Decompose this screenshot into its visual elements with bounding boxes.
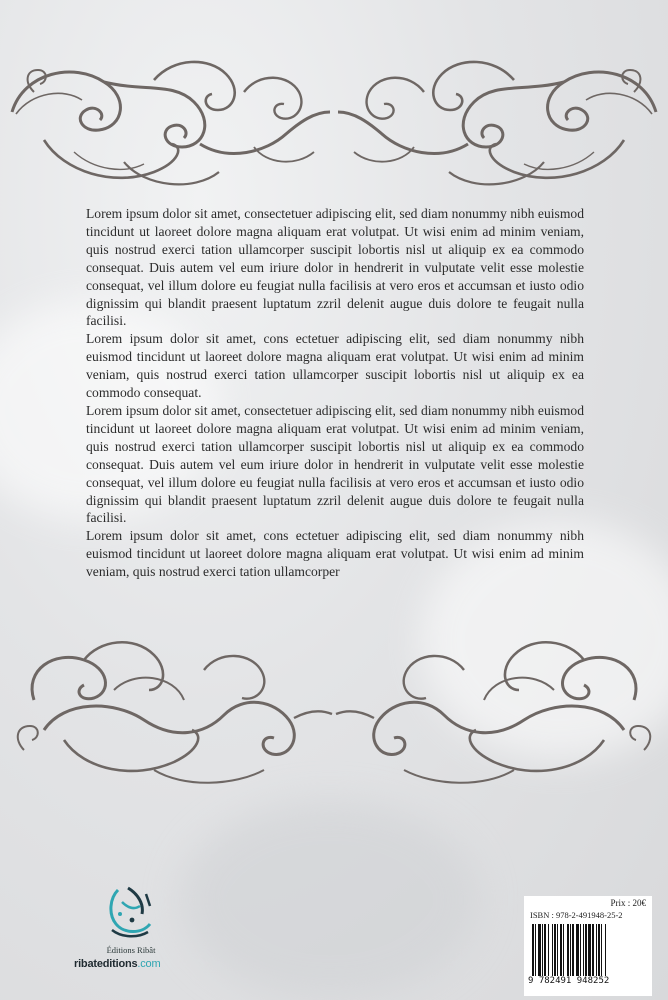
publisher-url <box>74 958 160 970</box>
publisher-name: Éditions Ribât <box>106 945 156 955</box>
top-ornament <box>0 52 668 202</box>
background-wash <box>180 800 480 1000</box>
price-label: Prix : 20€ <box>610 898 646 908</box>
isbn-label: ISBN : 978-2-491948-25-2 <box>530 910 623 920</box>
body-paragraph: Lorem ipsum dolor sit amet, cons ectetuer adipiscing elit, sed diam nonummy nibh euismod tincidunt ut laoreet dolore magna aliquam erat volutpat. Ut wisi enim ad minim veniam, quis nostrud exerci tation ullamcorper suscipit lobortis nisl ut aliquip ex ea commodo consequat. <box>86 331 584 401</box>
barcode-digits: 9 782491 948252 <box>528 976 610 986</box>
body-paragraph: Lorem ipsum dolor sit amet, consectetuer adipiscing elit, sed diam nonummy nibh euismod tincidunt ut laoreet dolore magna aliquam erat volutpat. Ut wisi enim ad minim veniam, quis nostrud exerci tation ullamcorper suscipit lobortis nisl ut aliquip ex ea commodo consequat. Duis autem vel eum iriure dolor in hendrerit in vulputate velit esse molestie consequat, vel illum dolore eu feugiat nulla facilisis at vero eros et accumsan et iusto odio dignissim qui blandit praesent luptatum zzril delenit augue duis dolore te feugait nulla facilisi. <box>86 402 584 526</box>
barcode-icon <box>530 924 646 976</box>
body-paragraph: Lorem ipsum dolor sit amet, cons ectetuer adipiscing elit, sed diam nonummy nibh euismod tincidunt ut laoreet dolore magna aliquam erat volutpat. Ut wisi enim ad minim veniam, quis nostrud exerci tation ullamcorper <box>86 528 584 580</box>
body-text <box>86 205 584 581</box>
body-paragraph: Lorem ipsum dolor sit amet, consectetuer adipiscing elit, sed diam nonummy nibh euismod tincidunt ut laoreet dolore magna aliquam erat volutpat. Ut wisi enim ad minim veniam, quis nostrud exerci tation ullamcorper suscipit lobortis nisl ut aliquip ex ea commodo consequat. Duis autem vel eum iriure dolor in hendrerit in vulputate velit esse molestie consequat, vel illum dolore eu feugiat nulla facilisis at vero eros et accumsan et iusto odio dignissim qui blandit praesent luptatum zzril delenit augue duis dolore te feugait nulla facilisi. <box>86 206 584 329</box>
publisher-logo-icon <box>98 880 162 944</box>
publisher-url-main: ribateditions <box>74 958 138 970</box>
publisher-url-domain: .com <box>137 958 161 970</box>
publisher-block <box>74 880 200 980</box>
bottom-ornament <box>0 630 668 790</box>
isbn-barcode-block <box>524 896 652 996</box>
